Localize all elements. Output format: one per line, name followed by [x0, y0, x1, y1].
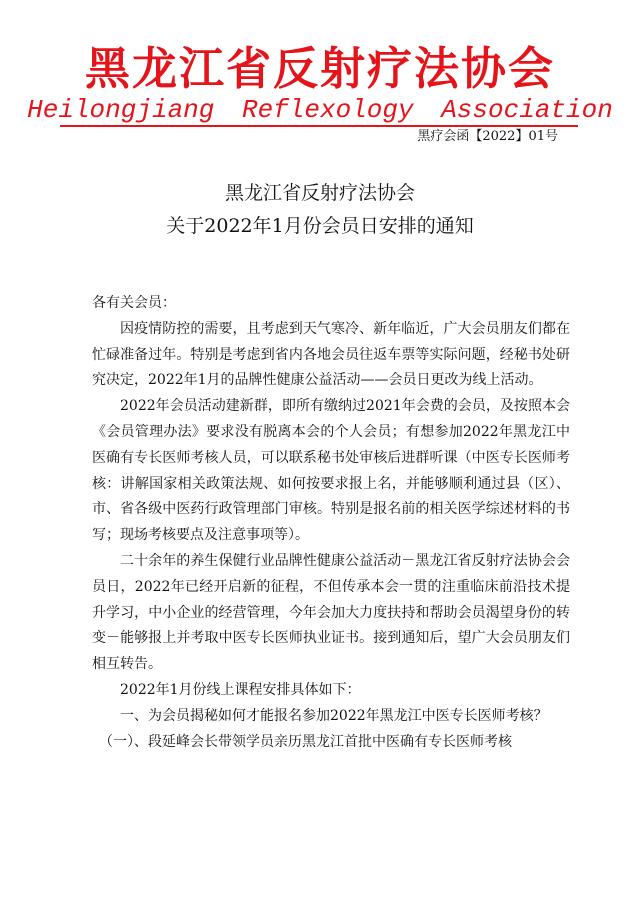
org-name-cn: 黑龙江省反射疗法协会	[84, 42, 555, 95]
paragraph: 2022年1月份线上课程安排具体如下：	[120, 681, 361, 698]
salutation: 各有关会员：	[92, 295, 176, 311]
paragraph: 2022年会员活动建新群，即所有缴纳过2021年会费的会员，及按照本会《会员管理办法》要求没有脱离本会的个人会员；有想参加2022年黑龙江中医确有专长医师考核人员，可以联系秘书处审核后进群听课（中医专长医师考核：讲解国家相关政策法规、如何按要求报上名，并能够顺利通过县（区）、市、省各级中医药行政管理部门审核。特别是报名前的相关医学综述材料的书写；现场考核要点及注意事项等）。	[92, 398, 570, 544]
paragraph: 二十余年的养生保健行业品牌性健康公益活动－黑龙江省反射疗法协会会员日，2022年已经开启新的征程，不但传承本会一贯的注重临床前沿技术提升学习，中小企业的经营管理，今年会加大力度扶持和帮助会员渴望身份的转变－能够报上并考取中医专长医师执业证书。接到通知后，望广大会员朋友们相互转告。	[92, 552, 570, 673]
notice-body	[92, 291, 570, 755]
notice-heading-line-2: 关于2022年1月份会员日安排的通知	[166, 215, 474, 237]
section-heading: 一、为会员揭秘如何才能报名参加2022年黑龙江中医专长医师考核？	[120, 707, 548, 724]
doc-number: 黑疗会函【2022】01号	[417, 129, 558, 144]
org-name-en: Heilongjiang Reflexology Association	[27, 95, 613, 125]
notice-heading-line-1: 黑龙江省反射疗法协会	[224, 182, 415, 204]
sub-item: （一）、段延峰会长带领学员亲历黑龙江首批中医确有专长医师考核	[99, 733, 512, 750]
paragraph: 因疫情防控的需要，且考虑到天气寒冷、新年临近，广大会员朋友们都在忙碌准备过年。特别是考虑到省内各地会员往返车票等实际问题，经秘书处研究决定，2022年1月的品牌性健康公益活动——会员日更改为线上活动。	[92, 320, 570, 389]
header-red-rule	[60, 125, 578, 127]
